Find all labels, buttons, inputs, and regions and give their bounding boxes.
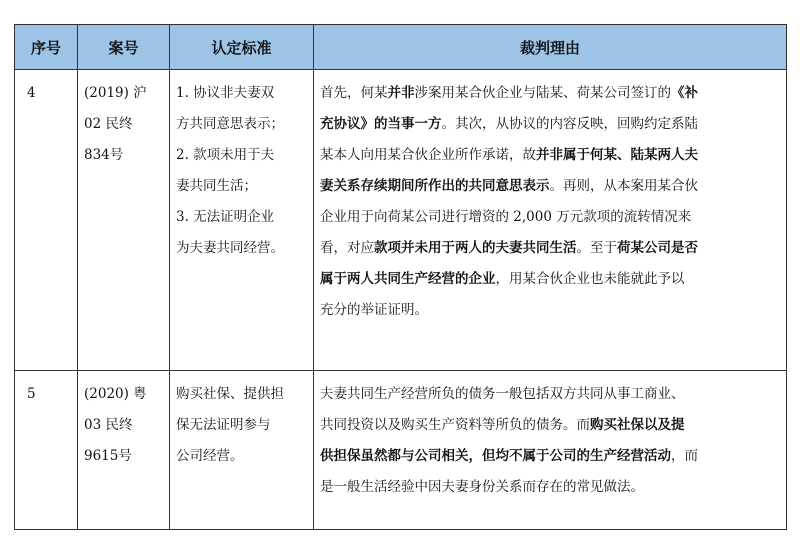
- case-line: (2019) 沪: [84, 85, 147, 101]
- reason-emphasis: 妻关系存续期间所作出的共同意思表示: [320, 178, 550, 194]
- reason-segment: 企业用于向荷某公司进行增资的 2,000 万元款项的流转情况来: [320, 209, 692, 225]
- standard-line: 2. 款项未用于夫: [176, 147, 275, 163]
- reason-segment: 。其次，从协议的内容反映，回购约定系陆: [441, 116, 698, 132]
- reason-emphasis: 款项并未用于两人的夫妻共同生活: [374, 240, 577, 256]
- standard-line: 1. 协议非夫妻双: [176, 85, 275, 101]
- standard-line: 为夫妻共同经营。: [176, 240, 284, 256]
- reason-line: [320, 264, 780, 295]
- header-case: 案号: [78, 25, 170, 70]
- case-cell: [78, 70, 170, 371]
- reason-segment: 。再则，从本案用某合伙: [549, 178, 698, 194]
- reason-segment: 某本人向用某合伙企业所作承诺，故: [320, 147, 536, 163]
- header-row: [15, 25, 787, 70]
- reason-line: [320, 410, 780, 441]
- reason-segment: 夫妻共同生产经营所负的债务一般包括双方共同从事工商业、: [320, 386, 685, 402]
- reason-emphasis: 《补: [671, 85, 698, 101]
- seq-cell: 4: [15, 70, 78, 371]
- reason-emphasis: 荷某公司是否: [617, 240, 698, 256]
- reason-segment: 是一般生活经验中因夫妻身份关系而存在的常见做法。: [320, 479, 644, 495]
- case-line: 03 民终: [84, 417, 133, 433]
- reason-line: [320, 140, 780, 171]
- reason-emphasis: 并非属于何某、陆某两人夫: [536, 147, 698, 163]
- standard-line: 购买社保、提供担: [176, 386, 284, 402]
- header-reason: 裁判理由: [314, 25, 787, 70]
- reason-cell: [314, 70, 787, 371]
- reason-segment: 看，对应: [320, 240, 374, 256]
- reason-emphasis: 购买社保以及提: [590, 417, 685, 433]
- reason-segment: 共同投资以及购买生产资料等所负的债务。而: [320, 417, 590, 433]
- reason-text: [320, 78, 780, 326]
- reason-segment: 首先，何某: [320, 85, 388, 101]
- reason-line: [320, 295, 780, 326]
- table-row: [15, 371, 787, 530]
- reason-emphasis: 并非: [387, 85, 415, 101]
- standard-line: 方共同意思表示；: [176, 116, 284, 132]
- case-line: (2020) 粤: [84, 386, 147, 402]
- standard-cell: [170, 371, 314, 530]
- reason-segment: 。至于: [576, 240, 617, 256]
- reason-segment: ，而: [671, 448, 698, 464]
- standard-line: 保无法证明参与: [176, 417, 271, 433]
- reason-emphasis: 供担保虽然都与公司相关，但均不属于公司的生产经营活动: [320, 448, 671, 464]
- reason-line: [320, 171, 780, 202]
- header-seq: 序号: [15, 25, 78, 70]
- reason-line: [320, 233, 780, 264]
- reason-emphasis: 充协议》的当事一方: [320, 116, 442, 132]
- reason-line: [320, 202, 780, 233]
- reason-segment: ，用某合伙企业也未能就此予以: [495, 271, 685, 287]
- standard-line: 妻共同生活；: [176, 178, 257, 194]
- reason-line: [320, 78, 780, 109]
- reason-line: [320, 441, 780, 472]
- reason-segment: 充分的举证证明。: [320, 302, 428, 318]
- case-line: 834号: [84, 147, 124, 163]
- standard-cell: [170, 70, 314, 371]
- case-line: 9615号: [84, 448, 132, 464]
- reason-line: [320, 109, 780, 140]
- standard-line: 3. 无法证明企业: [176, 209, 275, 225]
- reason-emphasis: 属于两人共同生产经营的企业: [320, 271, 496, 287]
- standard-line: 公司经营。: [176, 448, 244, 464]
- table-row: [15, 70, 787, 371]
- reason-segment: 涉案用某合伙企业与陆某、荷某公司签订的: [414, 85, 671, 101]
- seq-cell: 5: [15, 371, 78, 530]
- reason-line: [320, 379, 780, 410]
- reason-text: [320, 379, 780, 503]
- case-cell: [78, 371, 170, 530]
- reason-line: [320, 472, 780, 503]
- case-line: 02 民终: [84, 116, 133, 132]
- header-standard: 认定标准: [170, 25, 314, 70]
- reason-cell: [314, 371, 787, 530]
- judgment-table: [14, 24, 787, 530]
